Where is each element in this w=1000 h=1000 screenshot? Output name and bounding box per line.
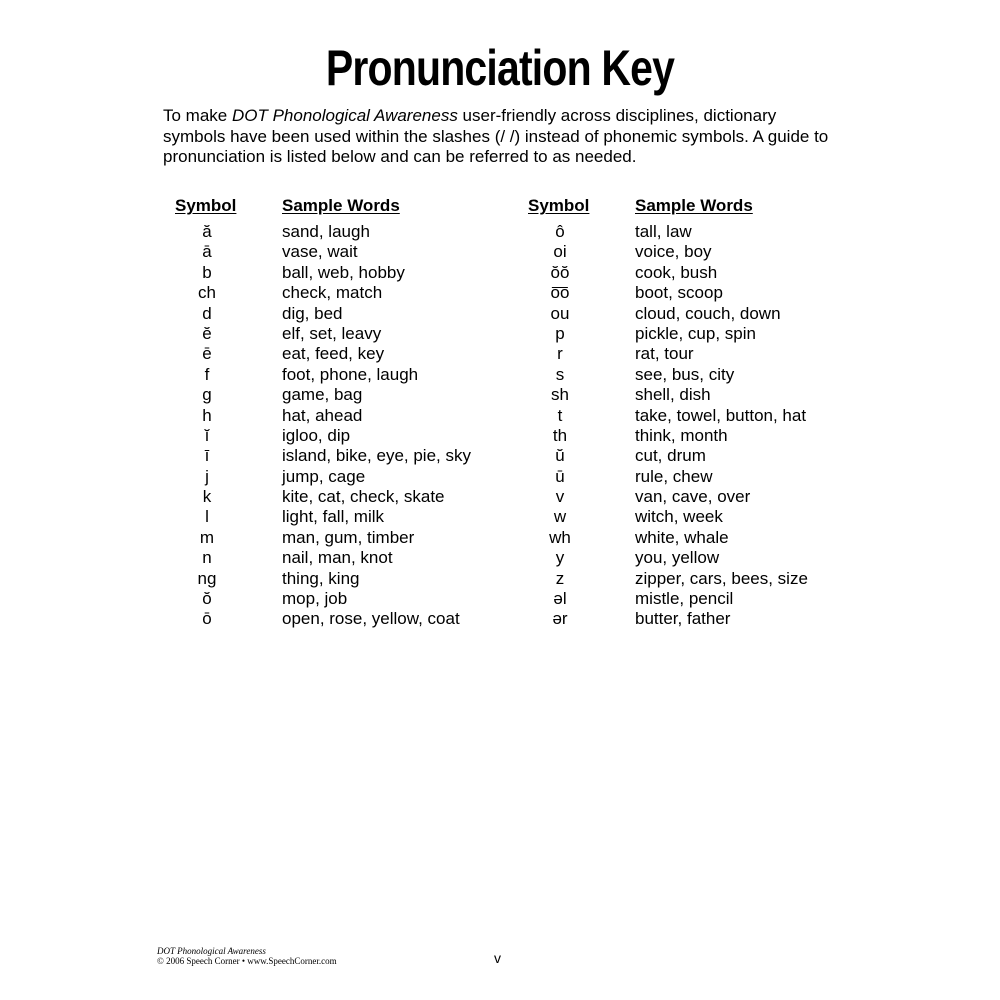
row-sample-words: mistle, pencil	[635, 589, 734, 609]
row-sample-words: sand, laugh	[282, 222, 370, 241]
header-sample-words: Sample Words	[282, 196, 400, 215]
row-sample-words: eat, feed, key	[282, 344, 385, 364]
table-row	[513, 263, 853, 283]
table-row	[160, 487, 500, 507]
column-header	[160, 196, 500, 222]
row-sample-words: see, bus, city	[635, 364, 735, 384]
row-symbol: əl	[553, 589, 567, 609]
row-sample-words: vase, wait	[282, 242, 358, 262]
row-sample-words: ball, web, hobby	[282, 262, 405, 282]
row-symbol: ər	[552, 609, 568, 629]
row-symbol: ch	[198, 283, 216, 303]
row-symbol: b	[202, 262, 212, 282]
table-row	[160, 609, 500, 629]
row-symbol: y	[555, 548, 565, 568]
row-symbol: n	[202, 548, 212, 568]
intro-text-1: To make	[163, 106, 232, 125]
row-sample-words: elf, set, leavy	[282, 323, 382, 343]
row-symbol: r	[557, 344, 563, 364]
table-row	[513, 589, 853, 609]
row-sample-words: game, bag	[282, 385, 363, 405]
row-sample-words: witch, week	[635, 507, 723, 527]
row-sample-words: tall, law	[635, 222, 692, 241]
pronunciation-column-left	[160, 196, 500, 630]
footer-book-title: DOT Phonological Awareness	[157, 946, 266, 956]
row-sample-words: check, match	[282, 283, 383, 303]
row-symbol: w	[553, 507, 567, 527]
row-symbol: ī	[204, 446, 210, 466]
row-sample-words: foot, phone, laugh	[282, 364, 419, 384]
row-sample-words: open, rose, yellow, coat	[282, 609, 460, 629]
row-symbol: wh	[549, 527, 571, 547]
table-row	[160, 365, 500, 385]
table-row	[160, 242, 500, 262]
row-symbol: ŭ	[555, 446, 565, 466]
row-symbol: ŏ	[202, 589, 212, 609]
row-sample-words: boot, scoop	[635, 283, 723, 303]
table-row	[160, 589, 500, 609]
row-symbol: ū	[555, 466, 565, 486]
row-sample-words: kite, cat, check, skate	[282, 487, 445, 507]
row-sample-words: mop, job	[282, 589, 348, 609]
header-symbol: Symbol	[175, 196, 237, 215]
row-sample-words: rule, chew	[635, 466, 713, 486]
row-symbol: ou	[550, 303, 570, 323]
rows-left	[160, 222, 500, 630]
table-row	[160, 569, 500, 589]
intro-product-name: DOT Phonological Awareness	[231, 106, 458, 125]
table-row	[160, 426, 500, 446]
table-row	[513, 507, 853, 527]
row-symbol: th	[552, 425, 568, 445]
row-sample-words: think, month	[635, 425, 728, 445]
table-row	[160, 304, 500, 324]
row-symbol: s	[555, 364, 565, 384]
table-row	[513, 528, 853, 548]
table-row	[513, 446, 853, 466]
row-sample-words: man, gum, timber	[282, 527, 415, 547]
column-header	[513, 196, 853, 222]
row-sample-words: take, towel, button, hat	[635, 405, 807, 425]
table-row	[513, 548, 853, 568]
row-sample-words: island, bike, eye, pie, sky	[282, 446, 471, 466]
row-sample-words: van, cave, over	[635, 487, 751, 507]
table-row	[160, 467, 500, 487]
table-row	[160, 507, 500, 527]
row-symbol: ng	[197, 568, 217, 588]
table-row	[513, 283, 853, 303]
row-symbol: sh	[551, 385, 569, 405]
table-row	[513, 609, 853, 629]
table-row	[513, 569, 853, 589]
row-symbol: g	[202, 385, 212, 405]
table-row	[513, 344, 853, 364]
table-row	[160, 548, 500, 568]
table-row	[513, 426, 853, 446]
table-row	[513, 385, 853, 405]
table-row	[513, 365, 853, 385]
row-sample-words: rat, tour	[635, 344, 694, 364]
row-symbol: ā	[202, 242, 212, 262]
row-sample-words: voice, boy	[635, 242, 712, 262]
row-sample-words: jump, cage	[282, 466, 366, 486]
row-symbol: ŏŏ	[550, 262, 570, 282]
row-symbol: ō	[202, 609, 212, 629]
page-number: v	[494, 950, 501, 966]
table-row	[513, 222, 853, 242]
row-symbol: d	[202, 303, 212, 323]
table-row	[160, 385, 500, 405]
row-sample-words: cloud, couch, down	[635, 303, 781, 323]
table-row	[160, 528, 500, 548]
row-sample-words: light, fall, milk	[282, 507, 385, 527]
row-symbol: oi	[553, 242, 567, 262]
row-symbol: ă	[202, 222, 212, 241]
row-sample-words: hat, ahead	[282, 405, 363, 425]
table-row	[513, 487, 853, 507]
table-row	[160, 324, 500, 344]
intro-paragraph	[163, 106, 843, 168]
row-symbol: o͞o	[550, 283, 570, 303]
row-sample-words: dig, bed	[282, 303, 343, 323]
row-symbol: z	[555, 568, 565, 588]
row-symbol: ô	[555, 222, 565, 241]
page-title: Pronunciation Key	[325, 40, 675, 96]
footer-copyright: © 2006 Speech Corner • www.SpeechCorner.com	[157, 956, 337, 966]
table-row	[160, 283, 500, 303]
row-sample-words: cook, bush	[635, 262, 718, 282]
row-sample-words: pickle, cup, spin	[635, 323, 756, 343]
table-row	[160, 263, 500, 283]
row-sample-words: white, whale	[635, 527, 729, 547]
row-sample-words: thing, king	[282, 568, 360, 588]
row-symbol: p	[555, 323, 565, 343]
row-symbol: ĕ	[202, 323, 212, 343]
table-row	[513, 242, 853, 262]
row-symbol: f	[204, 364, 210, 384]
row-sample-words: you, yellow	[635, 548, 720, 568]
row-sample-words: zipper, cars, bees, size	[635, 568, 808, 588]
row-sample-words: igloo, dip	[282, 425, 351, 445]
row-symbol: k	[202, 487, 212, 507]
row-symbol: ē	[202, 344, 212, 364]
table-row	[513, 324, 853, 344]
header-sample-words: Sample Words	[635, 196, 753, 215]
row-symbol: j	[205, 466, 209, 486]
pronunciation-column-right	[513, 196, 853, 630]
intro-text-2: user-friendly across disciplines, dictionary symbols have been used within the slashes (/ /) instead of phonemic symbols. A guide to pronunciation is listed below and can be referred to as needed.	[163, 106, 829, 166]
row-sample-words: nail, man, knot	[282, 548, 393, 568]
rows-right	[513, 222, 853, 630]
header-symbol: Symbol	[528, 196, 590, 215]
row-symbol: ĭ	[204, 425, 210, 445]
row-symbol: l	[205, 507, 209, 527]
row-symbol: m	[199, 527, 215, 547]
row-sample-words: butter, father	[635, 609, 731, 629]
table-row	[513, 467, 853, 487]
table-row	[160, 222, 500, 242]
table-row	[160, 406, 500, 426]
row-sample-words: cut, drum	[635, 446, 706, 466]
table-row	[160, 446, 500, 466]
table-row	[160, 344, 500, 364]
footer-credit	[157, 946, 337, 966]
row-symbol: t	[557, 405, 563, 425]
row-sample-words: shell, dish	[635, 385, 711, 405]
row-symbol: v	[555, 487, 565, 507]
row-symbol: h	[202, 405, 212, 425]
table-row	[513, 304, 853, 324]
table-row	[513, 406, 853, 426]
